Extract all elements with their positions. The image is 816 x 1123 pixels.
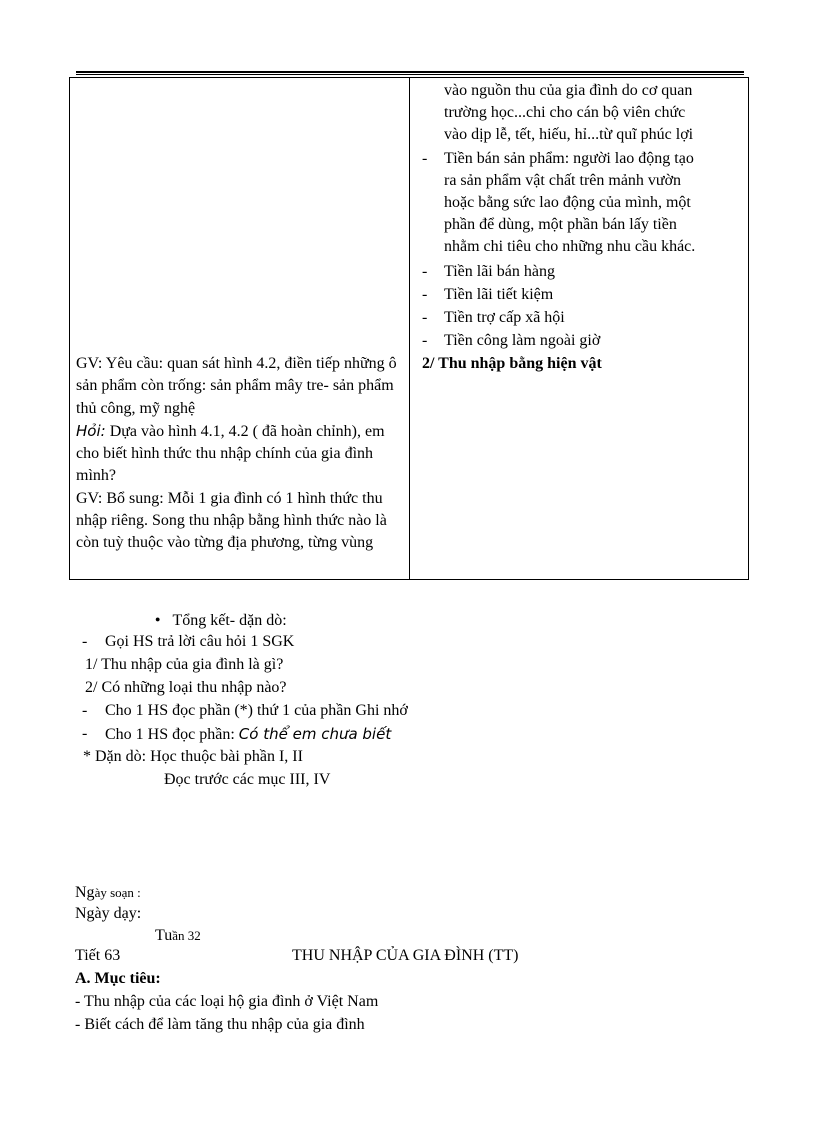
teacher-activity-text (76, 353, 404, 555)
income-item: Tiền lãi bán hàng (444, 263, 555, 280)
goal-line: - Biết cách để làm tăng thu nhập của gia đình (75, 1016, 365, 1033)
ngay-soan (75, 882, 141, 904)
header-rule-bottom (76, 74, 744, 75)
lesson-table (69, 77, 749, 580)
tuan-big: Tu (155, 927, 173, 944)
task-prefix: Cho 1 HS đọc phần: (105, 726, 239, 743)
continuation-line: trường học...chi cho cán bộ viên chức (444, 104, 686, 121)
list-dash: - (422, 286, 428, 303)
summary-title-row (155, 608, 287, 632)
income-item-line: hoặc bằng sức lao động của mình, một (444, 194, 691, 211)
continuation-line: vào nguồn thu của gia đình do cơ quan (444, 82, 693, 99)
summary-task: Cho 1 HS đọc phần (*) thứ 1 của phần Ghi nhớ (105, 702, 408, 719)
income-item-line: nhằm chi tiêu cho những nhu cầu khác. (444, 238, 696, 255)
income-item: Tiền trợ cấp xã hội (444, 309, 565, 326)
list-dash: - (422, 150, 428, 167)
question-label: Hỏi: (76, 421, 106, 440)
section-a-heading: A. Mục tiêu: (75, 970, 161, 987)
activity-text: GV: Bổ sung: Mỗi 1 gia đình có 1 hình thức thu nhập riêng. Song thu nhập bằng hình thức nào là còn tuỳ thuộc vào từng địa phương, từng vùng (76, 489, 387, 552)
summary-question: 1/ Thu nhập của gia đình là gì? (85, 656, 284, 673)
activity-paragraph-2 (76, 420, 404, 488)
task-italic: Có thể em chưa biết (238, 725, 392, 743)
summary-question: 2/ Có những loại thu nhập nào? (85, 679, 287, 696)
content-column (410, 78, 748, 579)
activity-text: GV: Yêu cầu: quan sát hình 4.2, điền tiếp những ô sản phẩm còn trống: sản phẩm mây tre- sản phẩm thủ công, mỹ nghệ (76, 355, 397, 417)
teacher-activity-column (70, 78, 410, 579)
tuan-small: ần 32 (172, 928, 201, 943)
lesson-title: THU NHẬP CỦA GIA ĐÌNH (TT) (292, 947, 519, 964)
tuan (155, 925, 201, 947)
list-dash: - (82, 725, 88, 742)
list-dash: - (422, 263, 428, 280)
ngay-day: Ngày dạy: (75, 905, 142, 922)
list-dash: - (422, 332, 428, 349)
list-dash: - (82, 702, 88, 719)
income-item: Tiền lãi tiết kiệm (444, 286, 554, 303)
activity-paragraph-3 (76, 488, 404, 555)
list-dash: - (82, 633, 88, 650)
tiet: Tiết 63 (75, 947, 121, 964)
activity-text: Dựa vào hình 4.1, 4.2 ( đã hoàn chỉnh), em cho biết hình thức thu nhập chính của gia đình mình? (76, 422, 385, 485)
homework-line: * Dặn dò: Học thuộc bài phần I, II (83, 748, 303, 765)
income-item-line: phần để dùng, một phần bán lấy tiền (444, 216, 677, 233)
income-item-line: ra sản phẩm vật chất trên mảnh vườn (444, 172, 682, 189)
income-item-line: Tiền bán sản phẩm: người lao động tạo (444, 150, 694, 167)
header-rule-top (76, 71, 744, 73)
section-heading: 2/ Thu nhập bằng hiện vật (422, 355, 602, 372)
income-item: Tiền công làm ngoài giờ (444, 332, 601, 349)
summary-title: Tổng kết- dặn dò: (172, 612, 287, 629)
continuation-line: vào dịp lễ, tết, hiếu, hỉ...từ quĩ phúc lợi (444, 126, 694, 143)
summary-task (105, 723, 391, 746)
ngay-soan-big: Ng (75, 884, 95, 901)
bullet-icon: ● (155, 614, 161, 624)
ngay-soan-small: ày soạn : (94, 885, 141, 900)
list-dash: - (422, 309, 428, 326)
goal-line: - Thu nhập của các loại hộ gia đình ở Việt Nam (75, 993, 379, 1010)
summary-task: Gọi HS trả lời câu hỏi 1 SGK (105, 633, 295, 650)
activity-paragraph-1 (76, 353, 404, 420)
homework-line: Đọc trước các mục III, IV (164, 771, 331, 788)
